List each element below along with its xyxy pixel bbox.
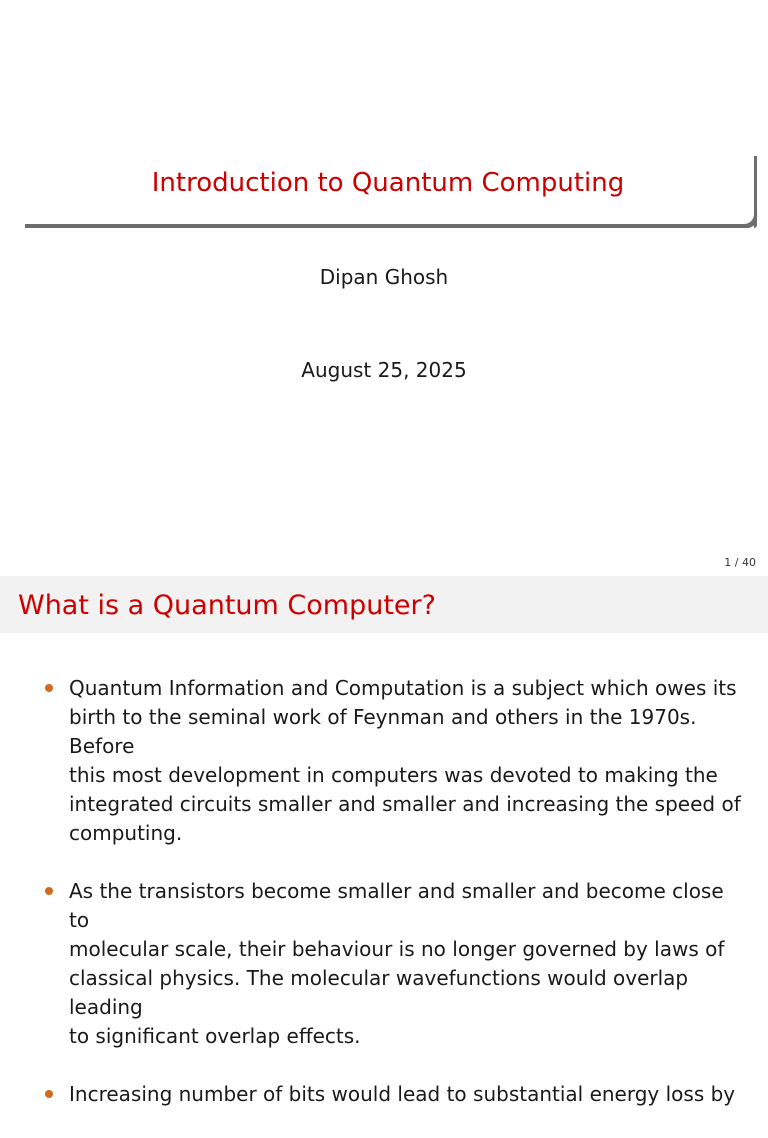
bullet-dot-icon [45,887,53,895]
bullet-text: As the transistors become smaller and smaller and become close to molecular scale, their behaviour is no longer governed by laws of classical physics. The molecular wavefunctions would overlap leading to significant overlap effects. [69,879,725,1048]
bullet-text: Quantum Information and Computation is a subject which owes its birth to the seminal work of Feynman and others in the 1970s. Before this most development in computers was devoted to making the integrated circuits smaller and smaller and increasing the speed of computing. [69,676,741,845]
title-box [22,152,754,224]
author-name: Dipan Ghosh [319,265,449,289]
bullet-item [0,877,768,1051]
bullet-text: Increasing number of bits would lead to substantial energy loss by [69,1082,736,1106]
bullet-item [0,674,768,848]
page-number: 1 / 40 [724,556,756,569]
frame-header [0,576,768,633]
presentation-title: Introduction to Quantum Computing [151,168,625,198]
bullet-dot-icon [45,1090,53,1098]
frame-title: What is a Quantum Computer? [18,590,436,621]
content-slide [0,576,768,1106]
bullet-list [0,674,768,1138]
bullet-dot-icon [45,684,53,692]
presentation-date: August 25, 2025 [301,358,467,382]
bullet-item [0,1080,768,1109]
